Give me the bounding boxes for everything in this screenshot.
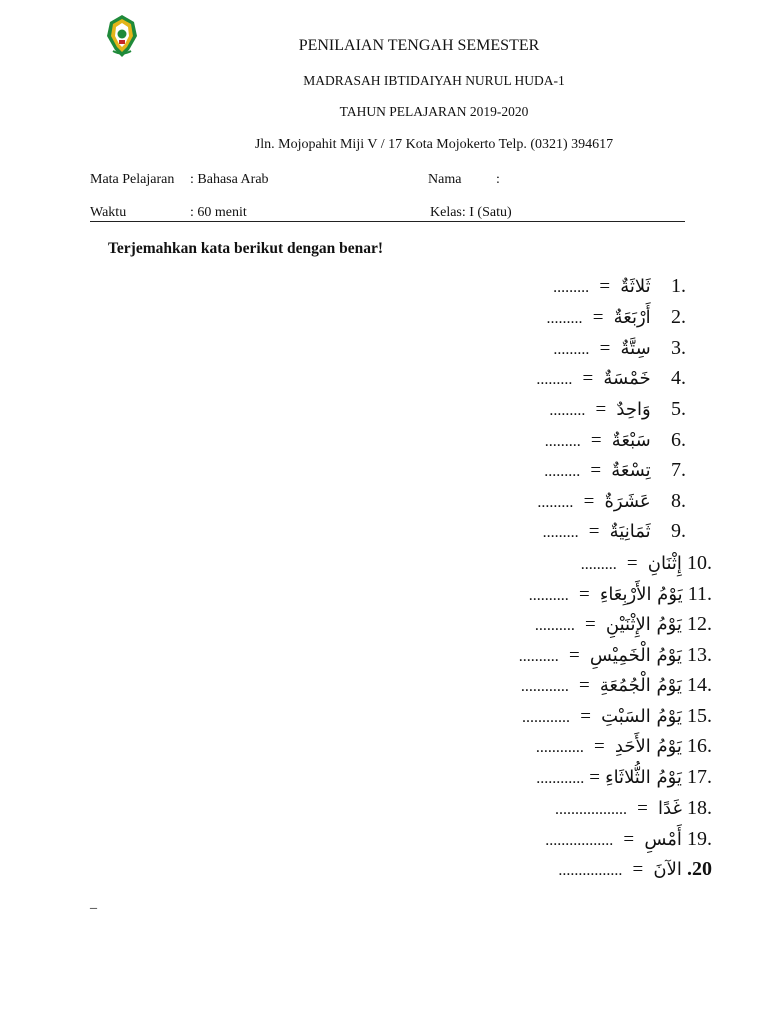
question-number: .6	[671, 429, 686, 451]
arabic-word: يَوْمُ الْجُمُعَةِ	[599, 675, 682, 696]
question-item	[547, 306, 686, 336]
question-item	[543, 520, 686, 550]
question-number: .8	[671, 490, 686, 512]
answer-blank: .........	[544, 463, 581, 480]
equals-sign: =	[589, 767, 601, 788]
subject-label: Mata Pelajaran	[90, 172, 175, 187]
question-item	[545, 828, 712, 858]
answer-blank: .........	[546, 310, 583, 327]
question-number: .9	[671, 520, 686, 542]
answer-blank: ..................	[554, 801, 627, 818]
class-value: Kelas: I (Satu)	[430, 205, 512, 220]
question-item	[519, 644, 712, 674]
equals-sign: =	[578, 675, 590, 696]
question-item	[536, 735, 712, 765]
answer-blank: ............	[520, 678, 569, 695]
question-item	[536, 766, 712, 796]
answer-blank: .................	[545, 832, 614, 849]
school-address: Jln. Mojopahit Miji V / 17 Kota Mojokerto Telp. (0321) 394617	[254, 137, 614, 152]
equals-sign: =	[632, 859, 644, 880]
question-item	[555, 797, 712, 827]
arabic-word: عَشَرَةٌ	[604, 491, 651, 512]
question-number: .7	[671, 459, 686, 481]
equals-sign: =	[568, 645, 580, 666]
question-number: .18	[687, 797, 712, 819]
equals-sign: =	[590, 430, 602, 451]
answer-blank: .........	[536, 371, 573, 388]
academic-year: TAHUN PELAJARAN 2019-2020	[339, 104, 529, 119]
arabic-word: وَاحِدٌ	[616, 399, 651, 420]
arabic-word: سِتَّةٌ	[620, 338, 651, 359]
answer-blank: .........	[580, 556, 617, 573]
question-item	[553, 275, 686, 305]
equals-sign: =	[599, 276, 611, 297]
answer-blank: ............	[535, 739, 584, 756]
question-number: .12	[687, 613, 712, 635]
answer-blank: .........	[544, 433, 581, 450]
arabic-word: إِثْنَانِ	[647, 553, 682, 574]
answer-blank: .........	[537, 494, 574, 511]
question-item	[536, 367, 686, 397]
question-item	[545, 429, 686, 459]
question-number: .14	[687, 674, 712, 696]
name-label: Nama	[428, 172, 462, 187]
question-number: .1	[671, 275, 686, 297]
question-item	[537, 490, 686, 520]
equals-sign: =	[626, 553, 638, 574]
question-number: .19	[687, 828, 712, 850]
question-item	[521, 674, 712, 704]
question-number: .4	[671, 367, 686, 389]
answer-blank: .........	[549, 402, 586, 419]
question-item	[558, 858, 712, 888]
equals-sign: =	[637, 798, 648, 819]
equals-sign: =	[593, 736, 605, 757]
equals-sign: =	[582, 368, 594, 389]
answer-blank: ................	[558, 862, 623, 879]
equals-sign: =	[578, 584, 590, 605]
question-item	[529, 583, 712, 613]
question-number: .13	[687, 644, 712, 666]
question-number: .15	[687, 705, 712, 727]
equals-sign: =	[580, 706, 591, 727]
name-value: :	[496, 172, 500, 187]
answer-blank: .........	[542, 524, 579, 541]
question-number: .2	[671, 306, 686, 328]
instruction-text: Terjemahkan kata berikut dengan benar!	[108, 240, 384, 257]
header-divider	[90, 221, 685, 222]
equals-sign: =	[595, 399, 607, 420]
question-item	[549, 398, 686, 428]
question-number: .16	[687, 735, 712, 757]
answer-blank: .........	[553, 279, 590, 296]
answer-blank: ............	[536, 770, 585, 787]
question-item	[553, 337, 686, 367]
question-number: .5	[671, 398, 686, 420]
arabic-word: غَدًا	[658, 798, 682, 819]
equals-sign: =	[583, 491, 595, 512]
arabic-word: يَوْمُ الإِثْنَيْنِ	[605, 614, 682, 635]
question-number: .3	[671, 337, 686, 359]
equals-sign: =	[584, 614, 596, 635]
time-label: Waktu	[90, 205, 127, 220]
arabic-word: تِسْعَةٌ	[611, 460, 651, 481]
equals-sign: =	[592, 307, 604, 328]
question-number: 20.	[687, 858, 712, 880]
arabic-word: ثَلاثَةٌ	[620, 276, 651, 297]
question-item	[581, 552, 712, 582]
question-item	[544, 459, 686, 489]
footer-mark: _	[90, 896, 97, 911]
answer-blank: ............	[522, 709, 571, 726]
arabic-word: يَوْمُ السَبْتِ	[601, 706, 682, 727]
answer-blank: ..........	[534, 617, 575, 634]
arabic-word: يَوْمُ الأَرْبِعَاءِ	[599, 584, 683, 605]
question-number: .10	[687, 552, 712, 574]
question-number: .17	[687, 766, 712, 788]
equals-sign: =	[623, 829, 635, 850]
arabic-word: سَبْعَةٌ	[611, 430, 651, 451]
question-item	[535, 613, 712, 643]
question-item	[522, 705, 712, 735]
equals-sign: =	[590, 460, 602, 481]
time-value: : 60 menit	[190, 205, 247, 220]
arabic-word: يَوْمُ الْخَمِيْسِ	[589, 645, 682, 666]
equals-sign: =	[599, 338, 611, 359]
arabic-word: أَرْبَعَةٌ	[613, 307, 651, 328]
arabic-word: أَمْسِ	[644, 829, 682, 850]
arabic-word: الآنَ	[653, 859, 682, 880]
equals-sign: =	[588, 521, 600, 542]
answer-blank: ..........	[518, 648, 559, 665]
arabic-word: يَوْمُ الثُّلاثَاءِ	[605, 767, 682, 788]
arabic-word: خَمْسَةٌ	[603, 368, 651, 389]
question-number: .11	[687, 583, 712, 605]
subject-value: : Bahasa Arab	[190, 172, 269, 187]
arabic-word: ثَمَانِيَةٌ	[609, 521, 651, 542]
school-name: MADRASAH IBTIDAIYAH NURUL HUDA-1	[303, 73, 565, 88]
answer-blank: .........	[553, 341, 590, 358]
answer-blank: ..........	[528, 587, 569, 604]
document-title: PENILAIAN TENGAH SEMESTER	[298, 37, 540, 54]
arabic-word: يَوْمُ الأَحَدِ	[614, 736, 682, 757]
